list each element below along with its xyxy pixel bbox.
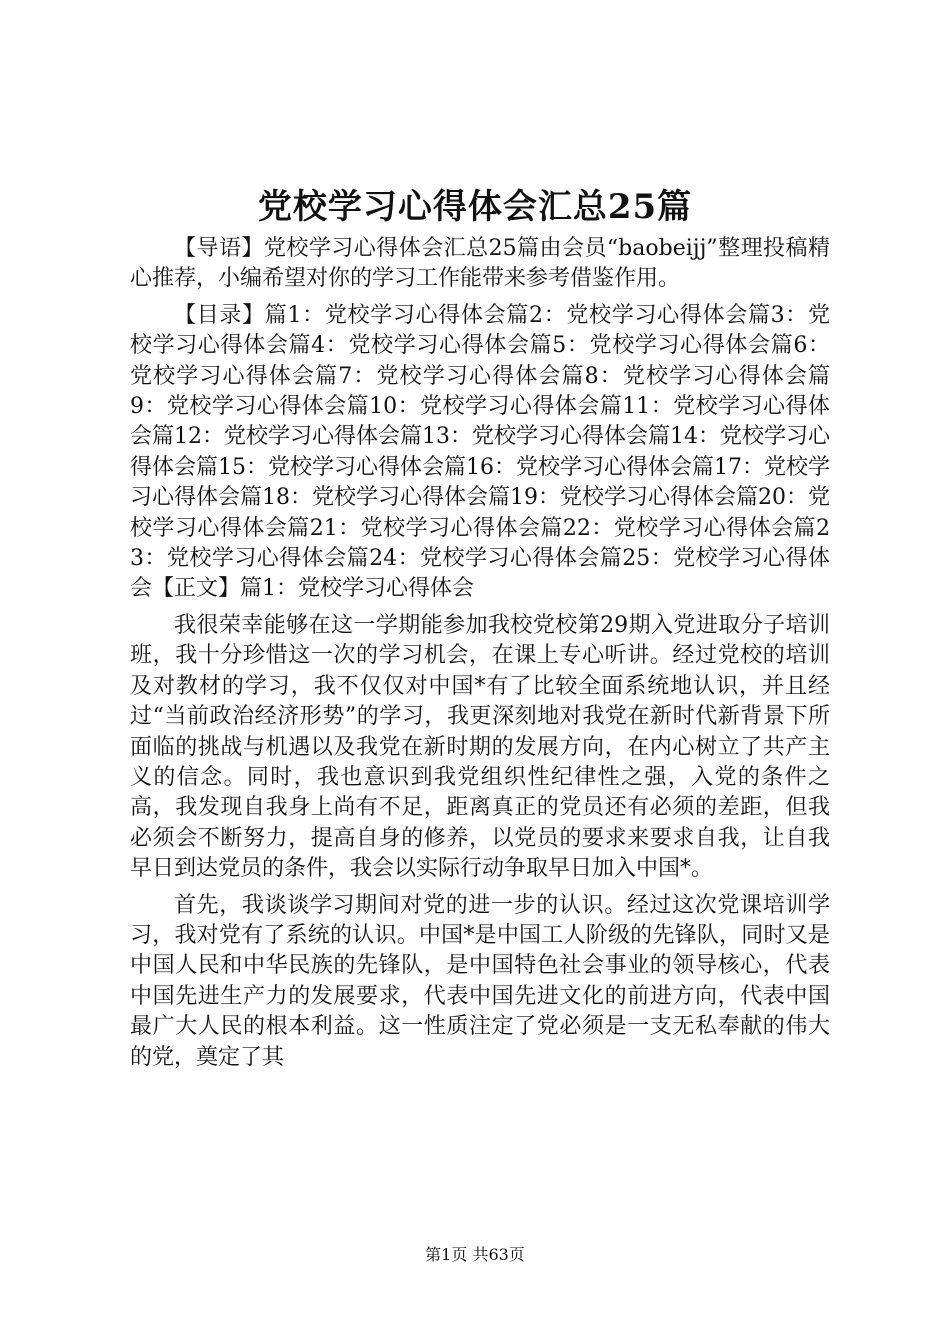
intro-paragraph: 【导语】党校学习心得体会汇总25篇由会员“baobeijj”整理投稿精心推荐，小编希望对你的学习工作能带来参考借鉴作用。 — [130, 236, 830, 292]
page-footer: 第1页 共63页 — [425, 1245, 525, 1264]
body-paragraph: 我很荣幸能够在这一学期能参加我校党校第29期入党进取分子培训班，我十分珍惜这一次的学习机会，在课上专心听讲。经过党校的培训及对教材的学习，我不仅仅对中国*有了比较全面系统地认识，并且经过“当前政治经济形势”的学习，我更深刻地对我党在新时代新背景下所面临的挑战与机遇以及我党在新时期的发展方向，在内心树立了共产主义的信念。同时，我也意识到我党组织性纪律性之强，入党的条件之高，我发现自我身上尚有不足，距离真正的党员还有必须的差距，但我必须会不断努力，提高自身的修养，以党员的要求来要求自我，让自我早日到达党员的条件，我会以实际行动争取早日加入中国*。 — [130, 612, 830, 882]
table-of-contents-paragraph: 【目录】篇1：党校学习心得体会篇2：党校学习心得体会篇3：党校学习心得体会篇4：党校学习心得体会篇5：党校学习心得体会篇6：党校学习心得体会篇7：党校学习心得体会篇8：党校学习心得体会篇9：党校学习心得体会篇10：党校学习心得体会篇11：党校学习心得体会篇12：党校学习心得体会篇13：党校学习心得体会篇14：党校学习心得体会篇15：党校学习心得体会篇16：党校学习心得体会篇17：党校学习心得体会篇18：党校学习心得体会篇19：党校学习心得体会篇20：党校学习心得体会篇21：党校学习心得体会篇22：党校学习心得体会篇23：党校学习心得体会篇24：党校学习心得体会篇25：党校学习心得体会【正文】篇1：党校学习心得体会 — [130, 302, 830, 602]
document-body — [130, 234, 830, 1073]
body-paragraph: 首先，我谈谈学习期间对党的进一步的认识。经过这次党课培训学习，我对党有了系统的认识。中国*是中国工人阶级的先锋队，同时又是中国人民和中华民族的先锋队，是中国特色社会事业的领导核心，代表中国先进生产力的发展要求，代表中国先进文化的前进方向，代表中国最广大人民的根本利益。这一性质注定了党必须是一支无私奉献的伟大的党，奠定了其 — [130, 892, 830, 1070]
document-title: 党校学习心得体会汇总25篇 — [257, 187, 693, 227]
